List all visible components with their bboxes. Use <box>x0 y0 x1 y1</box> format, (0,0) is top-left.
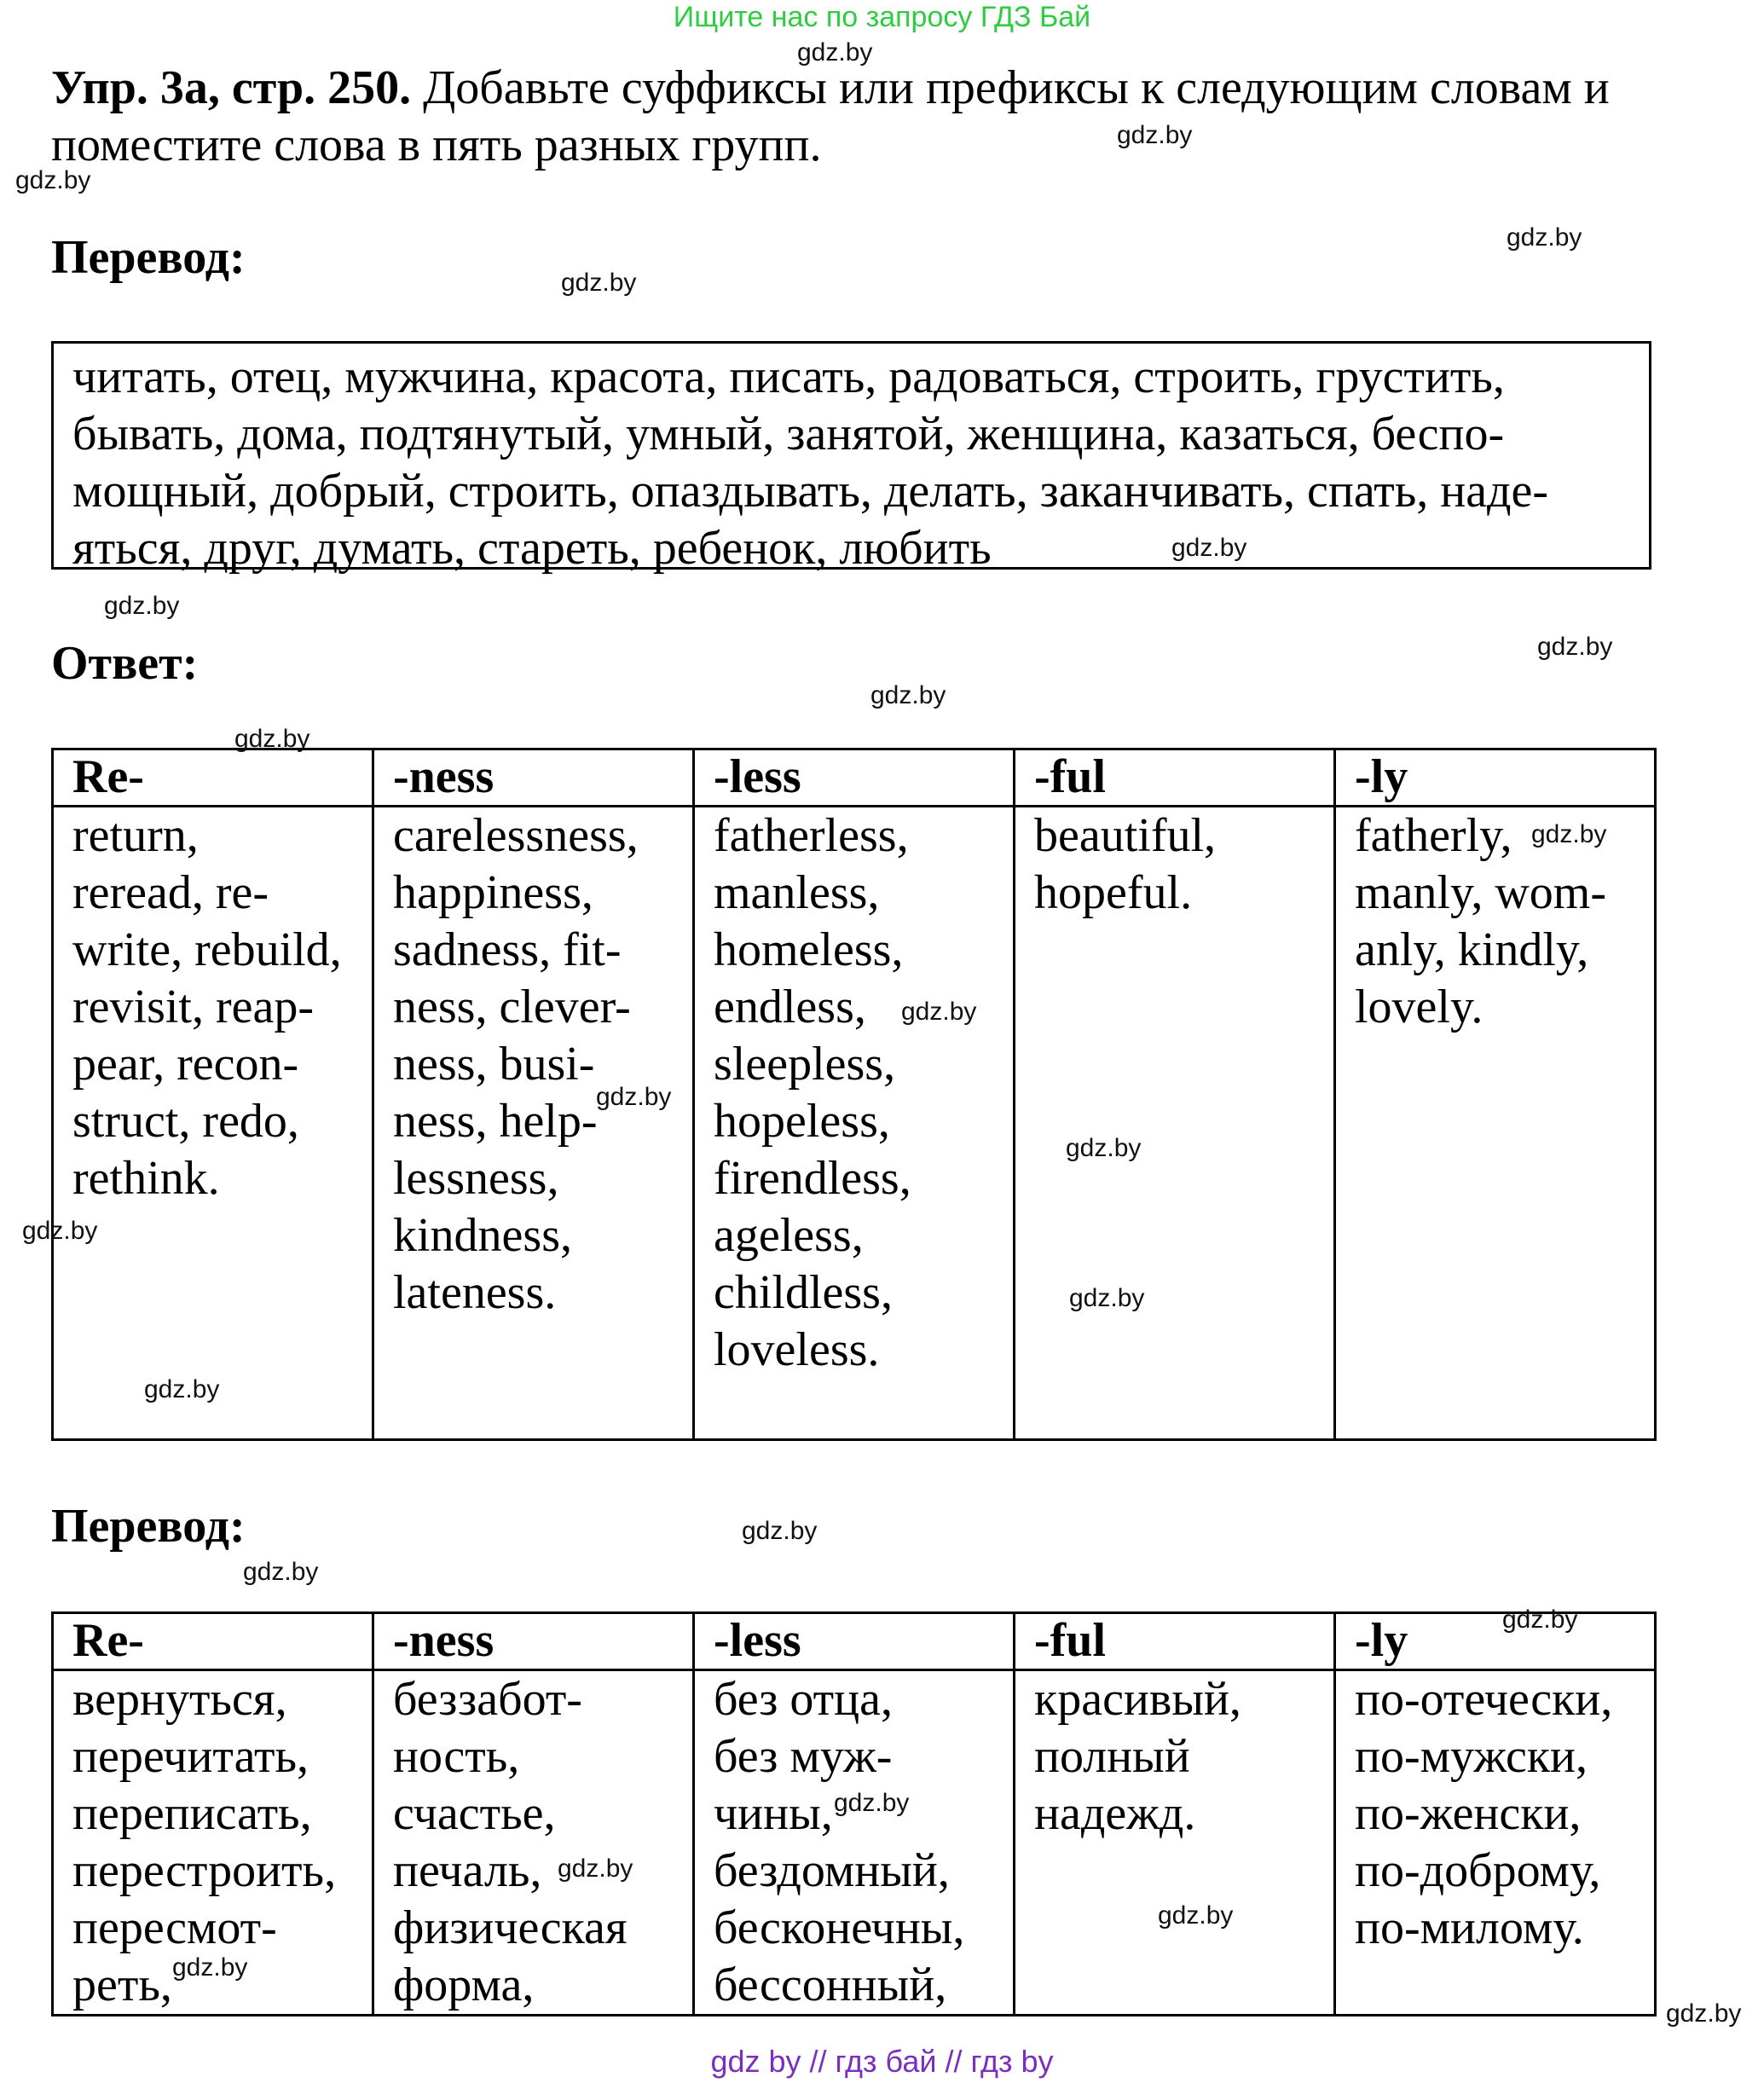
word: бесконечны, <box>714 1901 965 1954</box>
word: без муж- <box>714 1730 893 1783</box>
exercise-label: Упр. 3а, стр. 250. <box>51 61 412 114</box>
task-line: бывать, дома, подтянутый, умный, занятой, женщина, казаться, беспо- <box>72 408 1505 460</box>
word: write, rebuild, <box>72 923 342 976</box>
task-word-box <box>51 341 1651 575</box>
word: manly, wom- <box>1355 866 1606 919</box>
table-row <box>53 1670 1656 2016</box>
word: sadness, fit- <box>393 923 622 976</box>
word: fatherless, <box>714 809 909 862</box>
word: rethink. <box>72 1152 220 1205</box>
word: ageless, <box>714 1209 864 1262</box>
word: childless, <box>714 1266 893 1319</box>
watermark: gdz.by <box>797 38 873 67</box>
word: endless, <box>714 981 866 1033</box>
word: homeless, <box>714 923 904 976</box>
table-row <box>53 807 1656 1440</box>
word: happiness, <box>393 866 593 919</box>
word: форма, <box>393 1959 535 2011</box>
watermark: gdz.by <box>243 1558 319 1586</box>
word: бездомный, <box>714 1844 950 1897</box>
word: return, <box>72 809 199 862</box>
word: firendless, <box>714 1152 911 1205</box>
word: lovely. <box>1355 981 1483 1033</box>
header-re: Re- <box>53 1613 373 1670</box>
header-less: -less <box>694 1613 1015 1670</box>
word: loveless. <box>714 1323 880 1376</box>
exercise-statement <box>51 60 1671 174</box>
word: ness, clever- <box>393 981 631 1033</box>
word: перестроить, <box>72 1844 337 1897</box>
column-ly <box>1335 1670 1656 2016</box>
word: реть, <box>72 1959 172 2011</box>
answer-heading: Ответ: <box>51 637 199 690</box>
watermark: gdz.by <box>144 1375 220 1403</box>
word: по-милому. <box>1355 1901 1584 1954</box>
word: по-мужски, <box>1355 1730 1588 1783</box>
header-ly: -ly <box>1335 1613 1656 1670</box>
footer-links[interactable]: gdz by // гдз бай // гдз by <box>710 2044 1054 2079</box>
exercise-text: Добавьте суффиксы или префиксы к следующим словам и поместите слова в пять разных групп. <box>51 61 1610 171</box>
column-less <box>694 1670 1015 2016</box>
word: beautiful, <box>1034 809 1217 862</box>
watermark: gdz.by <box>558 1854 633 1883</box>
word: manless, <box>714 866 880 919</box>
header-ness: -ness <box>373 1613 694 1670</box>
word: lessness, <box>393 1152 559 1205</box>
column-ful <box>1015 807 1335 1440</box>
watermark: gdz.by <box>834 1789 910 1817</box>
word: hopeless, <box>714 1095 890 1148</box>
watermark: gdz.by <box>1531 820 1607 848</box>
watermark: gdz.by <box>22 1217 98 1245</box>
translation-heading-2: Перевод: <box>51 1500 246 1553</box>
column-ly <box>1335 807 1656 1440</box>
word: fatherly, <box>1355 809 1512 862</box>
watermark: gdz.by <box>104 592 180 620</box>
header-less: -less <box>694 749 1015 807</box>
word: lateness. <box>393 1266 557 1319</box>
word: бессонный, <box>714 1959 947 2011</box>
header-ness: -ness <box>373 749 694 807</box>
header-re: Re- <box>53 749 373 807</box>
word: sleepless, <box>714 1038 896 1091</box>
watermark: gdz.by <box>1537 633 1613 661</box>
answer-table <box>51 748 1657 1441</box>
watermark: gdz.by <box>15 166 91 194</box>
word: по-женски, <box>1355 1787 1582 1840</box>
word: hopeful. <box>1034 866 1193 919</box>
watermark: gdz.by <box>172 1953 248 1982</box>
column-ful <box>1015 1670 1335 2016</box>
word: anly, kindly, <box>1355 923 1589 976</box>
watermark: gdz.by <box>742 1517 818 1545</box>
column-ness <box>373 807 694 1440</box>
task-line: мощный, добрый, строить, опаздывать, делать, заканчивать, спать, наде- <box>72 465 1549 518</box>
header-ly: -ly <box>1335 749 1656 807</box>
word: красивый, <box>1034 1673 1241 1726</box>
word: ность, <box>393 1730 520 1783</box>
header-ful: -ful <box>1015 1613 1335 1670</box>
watermark: gdz.by <box>234 725 310 753</box>
word: ness, busi- <box>393 1038 595 1091</box>
column-re <box>53 807 373 1440</box>
word: kindness, <box>393 1209 572 1262</box>
word: полный <box>1034 1730 1190 1783</box>
watermark: gdz.by <box>1502 1606 1578 1634</box>
watermark: gdz.by <box>561 269 637 297</box>
watermark: gdz.by <box>1066 1134 1142 1162</box>
table-header-row <box>53 1613 1656 1670</box>
watermark: gdz.by <box>1069 1284 1145 1312</box>
translation-heading: Перевод: <box>51 231 246 284</box>
word: пересмот- <box>72 1901 277 1954</box>
watermark: gdz.by <box>901 998 977 1026</box>
table-header-row <box>53 749 1656 807</box>
word: физическая <box>393 1901 628 1954</box>
word: pear, recon- <box>72 1038 299 1091</box>
word: ness, help- <box>393 1095 598 1148</box>
watermark: gdz.by <box>1158 1901 1234 1930</box>
task-line: яться, друг, думать, стареть, ребенок, любить <box>72 522 992 575</box>
word: carelessness, <box>393 809 639 862</box>
word: по-отечески, <box>1355 1673 1613 1726</box>
word: счастье, <box>393 1787 556 1840</box>
task-line: читать, отец, мужчина, красота, писать, радоваться, строить, грустить, <box>72 350 1505 403</box>
word: вернуться, <box>72 1673 287 1726</box>
watermark: gdz.by <box>1117 121 1193 149</box>
word: по-доброму, <box>1355 1844 1601 1897</box>
word: перечитать, <box>72 1730 309 1783</box>
word: чины, <box>714 1787 833 1840</box>
top-banner[interactable]: Ищите нас по запросу ГДЗ Бай <box>673 1 1091 33</box>
word: беззабот- <box>393 1673 582 1726</box>
header-ful: -ful <box>1015 749 1335 807</box>
column-ness <box>373 1670 694 2016</box>
word: reread, re- <box>72 866 269 919</box>
watermark: gdz.by <box>596 1083 672 1111</box>
column-less <box>694 807 1015 1440</box>
word: надежд. <box>1034 1787 1196 1840</box>
watermark: gdz.by <box>1507 223 1582 252</box>
watermark: gdz.by <box>870 681 946 709</box>
word: revisit, reap- <box>72 981 314 1033</box>
word: struct, redo, <box>72 1095 299 1148</box>
watermark: gdz.by <box>1171 534 1247 562</box>
watermark: gdz.by <box>1666 1999 1742 2028</box>
word: печаль, <box>393 1844 542 1897</box>
word: переписать, <box>72 1787 312 1840</box>
word: без отца, <box>714 1673 893 1726</box>
